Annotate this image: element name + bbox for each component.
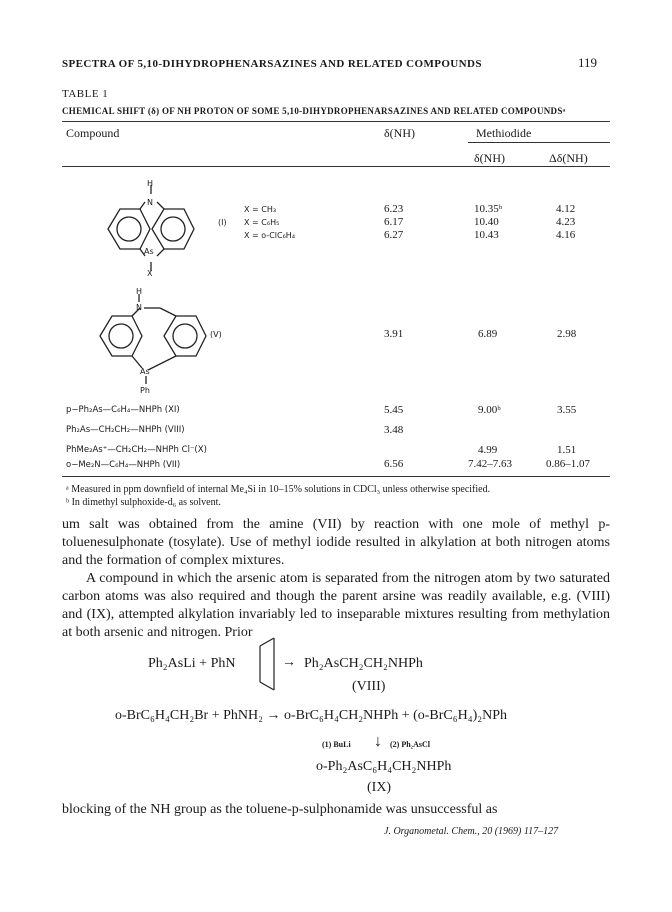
row-dnh-1: 5.45	[384, 404, 404, 416]
down-arrow-icon: ↓	[374, 733, 382, 750]
meth-1: 10.35ᵇ	[474, 203, 503, 215]
row-meth-4: 7.42–7.63	[468, 458, 512, 470]
product-label: (IX)	[367, 780, 392, 795]
col-methiodide: Methiodide	[476, 126, 532, 140]
sub-row-1: X = CH₃	[244, 205, 277, 214]
row-name-2: Ph₂As—CH₂CH₂—NHPh (VIII)	[66, 425, 185, 435]
header-bottom-rule	[62, 166, 610, 167]
methiodide-rule	[468, 142, 610, 143]
paragraph-1: um salt was obtained from the amine (VII) by reaction with one mole of methyl p-toluenesulphonate (tosylate). Use of methyl iodide resulted in alkylation at both nitrogen atoms and the formation of complex mixtures.	[62, 517, 610, 568]
cond-right: (2) Ph₂AsCl	[390, 740, 430, 749]
eq2: o-BrC₆H₄CH₂Br + PhNH₂ → o-BrC₆H₄CH₂NHPh + (o-BrC₆H₄)₂NPh	[115, 708, 508, 723]
atom-h-v: H	[136, 287, 143, 296]
row-name-3: PhMe₂As⁺—CH₂CH₂—NHPh Cl⁻(X)	[66, 445, 207, 455]
sub-ddnh: Δδ(NH)	[549, 151, 588, 165]
row-delta-3: 1.51	[557, 444, 577, 456]
dnh-1: 6.23	[384, 203, 404, 215]
meth-3: 10.43	[474, 229, 499, 241]
sub-row-2: X = C₆H₅	[244, 218, 280, 227]
dnh-v: 3.91	[384, 328, 404, 340]
row-name-4: o−Me₂N—C₆H₄—NHPh (VII)	[66, 460, 181, 470]
atom-as: As	[144, 247, 154, 256]
row-name-1: p−Ph₂As—C₆H₄—NHPh (XI)	[66, 405, 180, 415]
atom-n: N	[147, 198, 153, 207]
struct-label-i: (I)	[218, 218, 227, 227]
table-bottom-rule	[62, 476, 610, 477]
running-title: SPECTRA OF 5,10-DIHYDROPHENARSAZINES AND RELATED COMPOUNDS	[62, 58, 482, 70]
paragraph-3: blocking of the NH group as the toluene-p-sulphonamide was unsuccessful as	[62, 802, 498, 817]
atom-as-v: As	[140, 367, 150, 376]
paragraph-2: A compound in which the arsenic atom is separated from the nitrogen atom by two saturated carbon atoms was also required and though the parent arsine was readily available, e.g. (VIII) and (IX), attempted alkylation invariably led to inseparable mixtures resulting from methylation at both arsenic and nitrogen. Prior	[62, 571, 610, 640]
eq1-right: Ph₂AsCH₂CH₂NHPh	[304, 656, 423, 671]
dnh-3: 6.27	[384, 229, 404, 241]
struct-label-v: (V)	[210, 330, 222, 339]
sub-row-3: X = o-ClC₆H₄	[244, 231, 296, 240]
row-meth-1: 9.00ᵇ	[478, 404, 501, 416]
atom-n-v: N	[136, 303, 142, 312]
product: o-Ph₂AsC₆H₄CH₂NHPh	[316, 759, 452, 774]
row-delta-4: 0.86–1.07	[546, 458, 590, 470]
delta-2: 4.23	[556, 216, 576, 228]
atom-ph-v: Ph	[140, 386, 150, 395]
delta-3: 4.16	[556, 229, 576, 241]
table-caption: CHEMICAL SHIFT (δ) OF NH PROTON OF SOME 5,10-DIHYDROPHENARSAZINES AND RELATED COMPOUNDSᵃ	[62, 106, 566, 116]
dibenzazarsocine-structure	[88, 290, 218, 390]
page-number: 119	[578, 55, 598, 70]
citation: J. Organometal. Chem., 20 (1969) 117–127	[384, 826, 559, 837]
row-dnh-4: 6.56	[384, 458, 404, 470]
phenarsazine-structure	[90, 182, 200, 282]
footnote-a: ᵃ Measured in ppm downfield of internal Me₄Si in 10–15% solutions in CDCl₃ unless otherwise specified.	[66, 484, 491, 495]
eq1-label: (VIII)	[352, 679, 386, 694]
col-compound: Compound	[66, 126, 120, 140]
table-top-rule	[62, 121, 610, 122]
atom-x: X	[147, 269, 153, 278]
row-meth-3: 4.99	[478, 444, 498, 456]
eq1-arrow: →	[282, 655, 296, 670]
table-label: TABLE 1	[62, 88, 109, 100]
eq1-left: Ph₂AsLi + PhN	[148, 656, 236, 671]
delta-1: 4.12	[556, 203, 576, 215]
footnote-b: ᵇ In dimethyl sulphoxide-d₆ as solvent.	[66, 497, 221, 508]
aziridine-ring	[256, 636, 278, 692]
meth-2: 10.40	[474, 216, 499, 228]
col-dnh: δ(NH)	[384, 126, 415, 140]
row-dnh-2: 3.48	[384, 424, 404, 436]
atom-h: H	[147, 179, 154, 188]
sub-dnh: δ(NH)	[474, 151, 505, 165]
meth-v: 6.89	[478, 328, 498, 340]
cond-left: (1) BuLi	[322, 740, 351, 749]
delta-v: 2.98	[557, 328, 577, 340]
row-delta-1: 3.55	[557, 404, 577, 416]
dnh-2: 6.17	[384, 216, 404, 228]
